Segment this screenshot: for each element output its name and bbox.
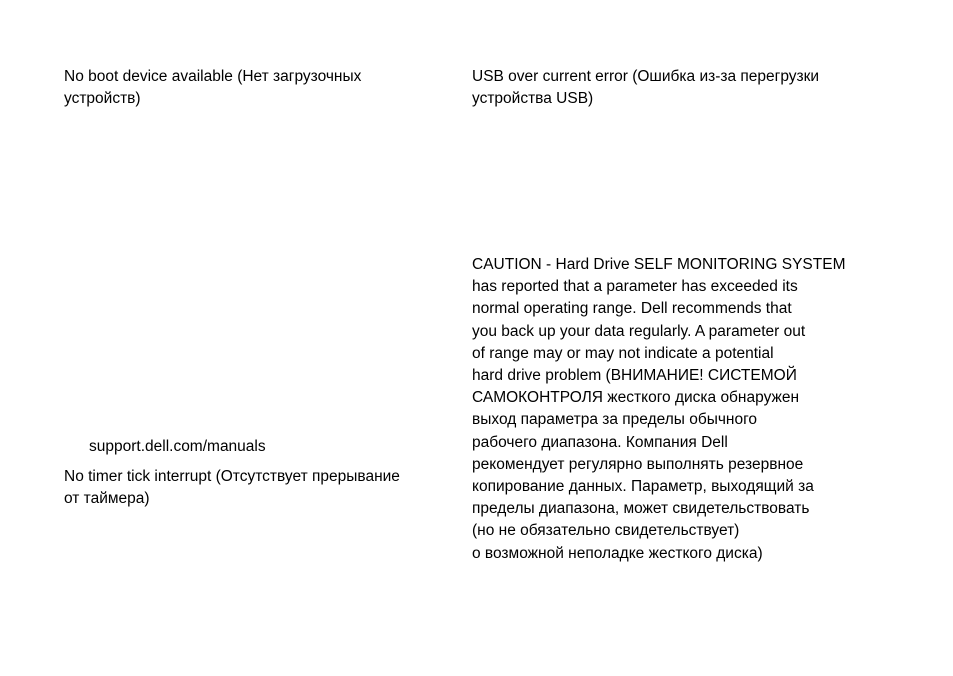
text-line: копирование данных. Параметр, выходящий за — [472, 478, 814, 496]
text-line: you back up your data regularly. A parameter out — [472, 322, 806, 340]
text-line: устройств) — [64, 90, 141, 108]
text-line: выход параметра за пределы обычного — [472, 411, 758, 429]
usb-over-current-message — [472, 66, 819, 110]
text-line: (но не обязательно свидетельствует) — [472, 522, 740, 540]
text-line: пределы диапазона, может свидетельствовать — [472, 500, 810, 518]
text-line: о возможной неполадке жесткого диска) — [472, 544, 763, 562]
text-line: USB over current error (Ошибка из-за перегрузки — [472, 68, 820, 85]
text-line: of range may or may not indicate a potential — [472, 344, 774, 362]
text-line: CAUTION - Hard Drive SELF MONITORING SYSTEM — [472, 256, 846, 273]
text-line: No timer tick interrupt (Отсутствует прерывание — [64, 468, 400, 485]
text-line: от таймера) — [64, 490, 150, 508]
support-link[interactable] — [89, 436, 266, 458]
text-line: hard drive problem (ВНИМАНИЕ! СИСТЕМОЙ — [472, 367, 797, 385]
text-line: устройства USB) — [472, 90, 594, 108]
text-line: No boot device available (Нет загрузочных — [64, 68, 362, 85]
text-line: has reported that a parameter has exceeded its — [472, 278, 798, 296]
hard-drive-caution-message — [472, 254, 845, 565]
text-line: normal operating range. Dell recommends that — [472, 300, 792, 318]
text-line: рабочего диапазона. Компания Dell — [472, 433, 728, 451]
text-line: рекомендует регулярно выполнять резервное — [472, 455, 804, 473]
no-boot-device-message — [64, 66, 361, 110]
text-line: САМОКОНТРОЛЯ жесткого диска обнаружен — [472, 389, 800, 407]
no-timer-tick-message — [64, 466, 400, 510]
support-link-text[interactable]: support.dell.com/manuals — [89, 438, 266, 455]
